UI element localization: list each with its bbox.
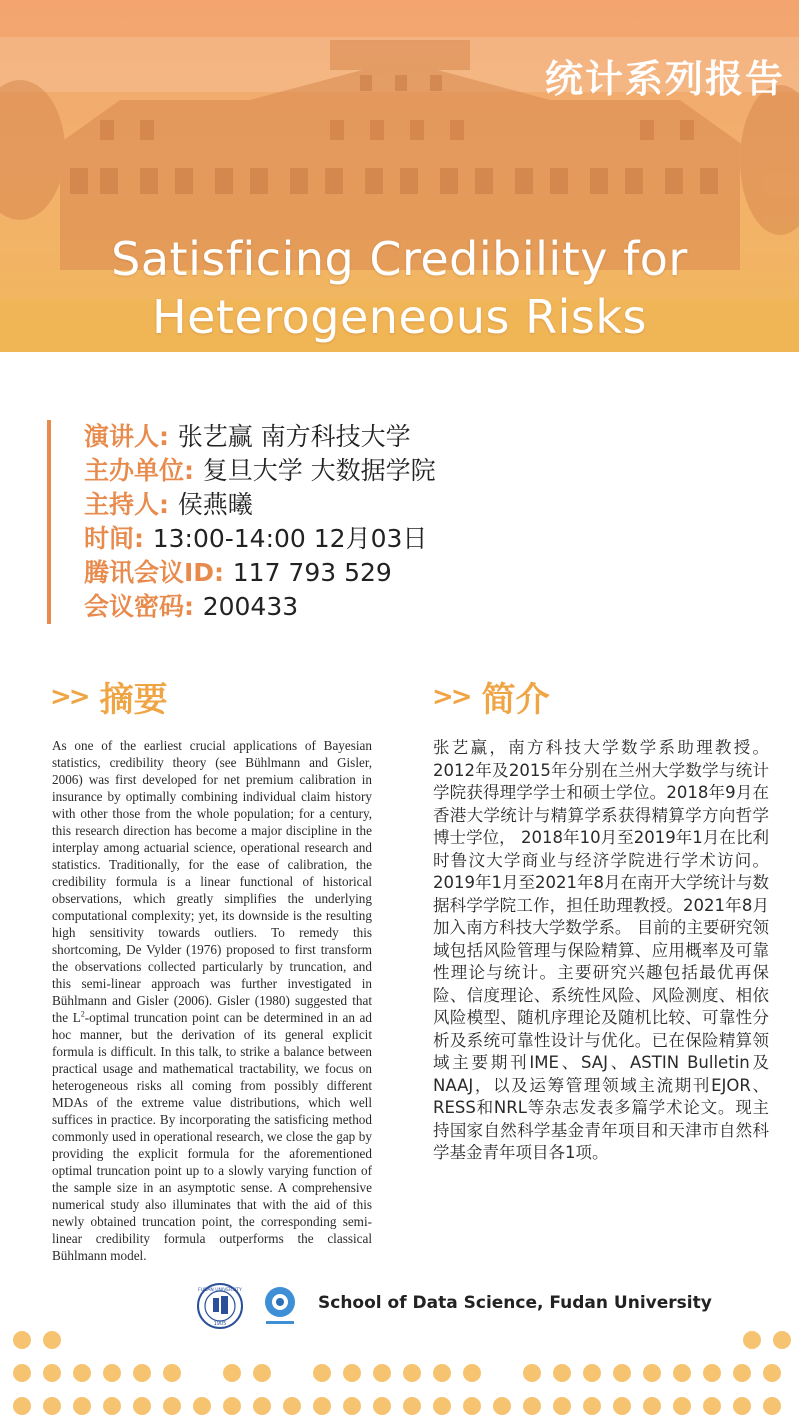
- decorative-dot: [523, 1364, 541, 1382]
- info-label: 主办单位:: [84, 456, 203, 485]
- decorative-dot: [223, 1364, 241, 1382]
- decorative-dot: [703, 1364, 721, 1382]
- decorative-dot: [343, 1397, 361, 1415]
- decorative-dot: [553, 1397, 571, 1415]
- decorative-dot: [163, 1397, 181, 1415]
- decorative-dot: [583, 1397, 601, 1415]
- decorative-dot: [43, 1331, 61, 1349]
- header-banner: [0, 0, 799, 352]
- decorative-dot: [763, 1397, 781, 1415]
- info-value: 117 793 529: [232, 558, 392, 587]
- info-value: 复旦大学 大数据学院: [202, 456, 436, 485]
- decorative-dot: [763, 1364, 781, 1382]
- decorative-dot: [13, 1331, 31, 1349]
- decorative-dot: [673, 1364, 691, 1382]
- decorative-dot: [773, 1331, 791, 1349]
- bio-heading: [432, 672, 550, 721]
- decorative-dot: [733, 1364, 751, 1382]
- abstract-text-part2: -optimal truncation point can be determined in an ad hoc manner, but the derivation of its general explicit formula is difficult. In this talk, to strike a balance between practical usage and mathematical tractability, we focus on heterogeneous risks all coming from possibly different MDAs of the extreme value distributions, which well suffices in practice. By incorporating the satisficing method commonly used in operational research, we close the gap by providing the explicit formula for the aforementioned optimal truncation point up to a slowly varying function of the sample size in an asymptotic sense. A comprehensive numerical study also illuminates that with the aid of this newly obtained truncation point, the corresponding semi-linear credibility formula outperforms the classical Bühlmann model.: [52, 1010, 372, 1263]
- decorative-dot: [103, 1397, 121, 1415]
- info-label: 会议密码:: [84, 592, 203, 621]
- abstract-heading: [50, 672, 168, 721]
- fudan-logo-text: FUDAN UNIVERSITY: [198, 1288, 242, 1293]
- abstract-heading-label: 摘要: [99, 680, 168, 720]
- abstract-text-part1: As one of the earliest crucial applications of Bayesian statistics, credibility theory (see Bühlmann and Gisler, 2006) was first developed for net premium calibration in insurance by optimally combining individual claim history with other those from the whole population; for a century, this research direction has become a major discipline in the interplay among actuarial science, operational research and statistics. Traditionally, for the ease of calibration, the credibility formula is a linear functional of historical observations, which greatly simplifies the underlying computational complexity; yet, its downside is the resulting high sensitivity towards outliers. To remedy this shortcoming, De Vylder (1976) proposed to first transform the observations collected particularly by truncation, and this semi-linear approach was further investigated in Bühlmann and Gisler (2006). Gisler (1980) suggested that the L: [52, 738, 372, 1025]
- decorative-dot: [403, 1364, 421, 1382]
- decorative-dot: [13, 1364, 31, 1382]
- series-title: 统计系列报告: [544, 57, 785, 101]
- double-chevron-icon: >>: [432, 681, 470, 712]
- fudan-university-logo: [196, 1282, 244, 1330]
- info-time: [84, 522, 436, 556]
- info-value: 13:00-14:00 12月03日: [152, 524, 428, 553]
- decorative-dot: [133, 1364, 151, 1382]
- double-chevron-icon: >>: [50, 681, 88, 712]
- decorative-dot: [163, 1364, 181, 1382]
- decorative-dot: [403, 1397, 421, 1415]
- decorative-dot: [253, 1397, 271, 1415]
- info-meeting-id: [84, 556, 436, 590]
- talk-info: [47, 420, 436, 624]
- abstract-superscript: 2: [80, 1009, 85, 1019]
- decorative-dot: [463, 1397, 481, 1415]
- info-label: 腾讯会议ID:: [84, 558, 233, 587]
- info-label: 时间:: [84, 524, 153, 553]
- decorative-dot: [253, 1364, 271, 1382]
- info-moderator: [84, 488, 436, 522]
- decorative-dot: [43, 1397, 61, 1415]
- info-host-unit: [84, 454, 436, 488]
- bio-text: 张艺赢，南方科技大学数学系助理教授。2012年及2015年分别在兰州大学数学与统计学院获得理学学士和硕士学位。2018年9月在香港大学统计与精算学系获得精算学方向哲学博士学位， 2018年10月至2019年1月在比利时鲁汶大学商业与经济学院进行学术访问。2019年1月至2021年8月在南开大学统计与数据科学学院工作，担任助理教授。2021年8月加入南方科技大学数学系。 目前的主要研究领域包括风险管理与保险精算、应用概率及可靠性理论与统计。主要研究兴趣包括最优再保险、信度理论、系统性风险、风险测度、相依风险模型、随机序理论及随机比较、可靠性分析及系统可靠性设计与优化。已在保险精算领域主要期刊IME、SAJ、ASTIN Bulletin及NAAJ，以及运筹管理领域主流期刊EJOR、RESS和NRL等杂志发表多篇学术论文。现主持国家自然科学基金青年项目和天津市自然科学基金青年项目各1项。: [433, 738, 769, 1162]
- decorative-dot: [673, 1397, 691, 1415]
- decorative-dot: [133, 1397, 151, 1415]
- decorative-dot: [313, 1397, 331, 1415]
- talk-title: [0, 230, 799, 346]
- decorative-dot: [743, 1331, 761, 1349]
- talk-title-line2: Heterogeneous Risks: [152, 290, 647, 344]
- decorative-dot: [613, 1364, 631, 1382]
- decorative-dot: [73, 1397, 91, 1415]
- decorative-dot: [583, 1364, 601, 1382]
- footer-school-name: School of Data Science, Fudan University: [318, 1293, 712, 1313]
- decorative-dot: [223, 1397, 241, 1415]
- decorative-dot: [493, 1397, 511, 1415]
- decorative-dot: [613, 1397, 631, 1415]
- info-meeting-password: [84, 590, 436, 624]
- bio-heading-label: 简介: [481, 680, 550, 720]
- decorative-dot: [433, 1364, 451, 1382]
- info-speaker: [84, 420, 436, 454]
- decorative-dot: [283, 1397, 301, 1415]
- decorative-dot: [643, 1364, 661, 1382]
- decorative-dot: [733, 1397, 751, 1415]
- decorative-dot: [343, 1364, 361, 1382]
- decorative-dot-pattern: [0, 1330, 799, 1422]
- talk-title-line1: Satisficing Credibility for: [111, 232, 688, 286]
- info-label: 主持人:: [84, 490, 178, 519]
- info-value: 200433: [202, 592, 299, 621]
- info-value: 侯燕曦: [177, 490, 253, 519]
- decorative-dot: [13, 1397, 31, 1415]
- decorative-dot: [103, 1364, 121, 1382]
- info-label: 演讲人:: [84, 422, 178, 451]
- decorative-dot: [523, 1397, 541, 1415]
- decorative-dot: [73, 1364, 91, 1382]
- abstract-text: [52, 737, 372, 1264]
- data-science-school-logo: [256, 1282, 304, 1330]
- decorative-dot: [433, 1397, 451, 1415]
- decorative-dot: [643, 1397, 661, 1415]
- decorative-dot: [373, 1364, 391, 1382]
- decorative-dot: [463, 1364, 481, 1382]
- decorative-dot: [43, 1364, 61, 1382]
- decorative-dot: [703, 1397, 721, 1415]
- info-value: 张艺赢 南方科技大学: [177, 422, 411, 451]
- decorative-dot: [193, 1397, 211, 1415]
- decorative-dot: [553, 1364, 571, 1382]
- decorative-dot: [373, 1397, 391, 1415]
- decorative-dot: [313, 1364, 331, 1382]
- footer-logos: [196, 1282, 304, 1330]
- fudan-logo-year: 1905: [213, 1321, 227, 1327]
